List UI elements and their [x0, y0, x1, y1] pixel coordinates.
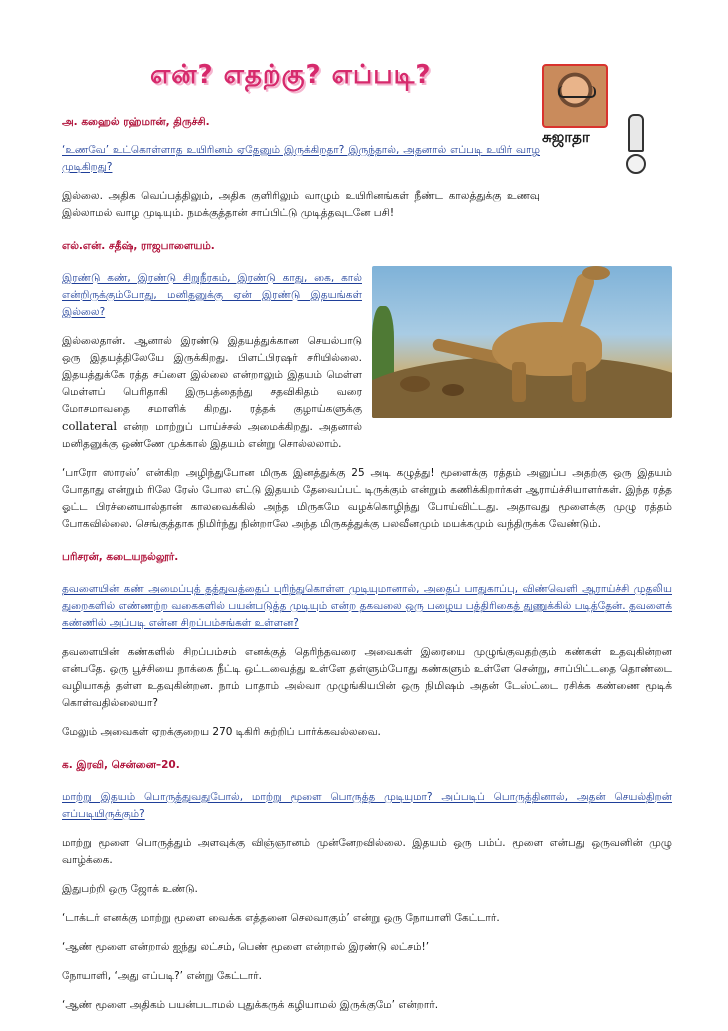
joke-line: இதுபற்றி ஒரு ஜோக் உண்டு. [62, 883, 198, 895]
sender-name: அ. கஹைல் ரஹ்மான், திருச்சி. [62, 116, 210, 128]
joke-line: ‘ஆண் மூளை அதிகம் பயன்படாமல் புதுக்கருக் கழியாமல் இருக்குமே’ என்றார். [62, 999, 439, 1011]
answer-text: இல்லை. அதிக வெப்பத்திலும், அதிக குளிரிலும் வாழும் உயிரினங்கள் நீண்ட காலத்துக்கு உணவு இல்லாமல் வாழ முடியும். நமக்குத்தான் சாப்பிட்டு முடித்தவுடனே பசி! [62, 190, 540, 219]
answer-text: ‘பாரோ ஸாரஸ்’ என்கிற அழிந்துபோன மிருக இனத்துக்கு 25 அடி கழுத்து! மூளைக்கு ரத்தம் அனுப்ப அதற்கு ஒரு இதயம் போதாது என்றும் ரிலே ரேஸ் போல எட்டு இதயம் தேவைப்பட் டிருக்கும் என்றும் கணிக்கிறார்கள் ஆராய்ச்சியாளர்கள். இந்த ரத்த ஓட்ட பிரச்னையால்தான் காலவைக்கில் அந்த மிருகமே வழக்கொழிந்து போய்விட்டது. அதாவது மூளைக்கு முழு ரத்தம் போகவில்லை. செங்குத்தாக நிமிர்ந்து நின்றாலே அந்த மிருகத்துக்கு பலவீனமும் மயக்கமும் வந்திருக்க வேண்டும். [62, 467, 672, 530]
answer-text: மேலும் அவைகள் ஏறக்குறைய 270 டிகிரி சுற்றிப் பார்க்கவல்லவை. [62, 726, 381, 738]
question-text: ‘உணவே’ உட்கொள்ளாத உயிரினம் ஏதேனும் இருக்கிறதா? இருந்தால், அதனால் எப்படி உயிர் வாழ முடிகிறது? [62, 144, 540, 173]
joke-line: ‘டாக்டர் எனக்கு மாற்று மூளை வைக்க எத்தனை செலவாகும்’ என்று ஒரு நோயாளி கேட்டார். [62, 912, 500, 924]
sender-name: பரிசரன், கடையநல்லூர். [62, 551, 179, 563]
sender-name: க. இரவி, சென்னை–20. [62, 759, 180, 771]
question-text: மாற்று இதயம் பொருத்துவதுபோல், மாற்று மூளை பொருத்த முடியுமா? அப்படிப் பொருத்தினால், அதன் செயல்திறன் எப்படியிருக்கும்? [62, 791, 672, 820]
question-text: தவளையின் கண் அமைப்புத் தத்துவத்தைப் புரிந்துகொள்ள முடியுமானால், அதைப் பாதுகாப்பு, விண்வெளி ஆராய்ச்சி முதலிய துறைகளில் எண்ணற்ற வகைகளில் பயன்படுத்த முடியும் என்ற தகவலை ஒரு பழைய பத்திரிகைத் துணுக்கில் படித்தேன். தவளைக் கண்ணில் அப்படி என்ன சிறப்பம்சங்கள் உள்ளன? [62, 583, 672, 629]
answer-text [62, 333, 362, 453]
author-name: சுஜாதா [542, 128, 590, 146]
joke-line: ‘ஆண் மூளை என்றால் ஐந்து லட்சம், பெண் மூளை என்றால் இரண்டு லட்சம்!’ [62, 941, 430, 953]
qa-column [62, 114, 672, 1014]
answer-part: என்ற மாற்றுப் பாய்ச்சல் அமைக்கிறது. அதனால் மனிதனுக்கு ஒண்ணே முக்கால் இதயம் என்று சொல்லலாம். [62, 421, 362, 450]
joke-line: நோயாளி, ‘அது எப்படி?’ என்று கேட்டார். [62, 970, 263, 982]
term-collateral: collateral [62, 419, 118, 433]
answer-part: இல்லைதான். ஆனால் இரண்டு இதயத்துக்கான செயல்பாடு ஒரு இதயத்திலேயே இருக்கிறது. பிளட்பிரஷர் சரியில்லை. இதயத்துக்கே ரத்த சப்ளை இல்லை என்றாலும் இதயம் மெள்ள மெள்ளப் பெரிதாகி இருபத்தைந்து சதவிகிதம் வரை மோசமாவதை சமாளிக் கிறது. ரத்தக் குழாய்களுக்கு [62, 335, 362, 415]
sender-name: எல்.என். சதீஷ், ராஜபாளையம். [62, 240, 215, 252]
question-text: இரண்டு கண், இரண்டு சிறுநீரகம், இரண்டு காது, கை, கால் என்றிருக்கும்போது, மனிதனுக்கு ஏன் இரண்டு இதயங்கள் இல்லை? [62, 272, 362, 318]
answer-text: மாற்று மூளை பொருத்தும் அளவுக்கு விஞ்ஞானம் முன்னேறவில்லை. இதயம் ஒரு பம்ப். மூளை என்பது ஒருவனின் முழு வாழ்க்கை. [62, 837, 672, 866]
answer-text: தவளையின் கண்களில் சிறப்பம்சம் எனக்குத் தெரிந்தவரை அவைகள் இரையை முழுங்குவதற்கும் கண்கள் உதவுகின்றன என்பதே. ஒரு பூச்சியை நாக்கை நீட்டி ஒட்டவைத்து உள்ளே தள்ளும்போது கண்களும் உள்ளே சென்று, சாப்பிட்டதை தொண்டை வழியாகத் தள்ள உதவுகின்றன. நாம் பாதாம் அல்வா முழுங்கியபின் ஒரு நிமிஷம் அதன் டேஸ்ட்டை ரசிக்க கண்ணை மூடிக் கொள்வதில்லையா? [62, 646, 672, 709]
page-title: என்? எதற்கு? எப்படி? [150, 60, 432, 90]
